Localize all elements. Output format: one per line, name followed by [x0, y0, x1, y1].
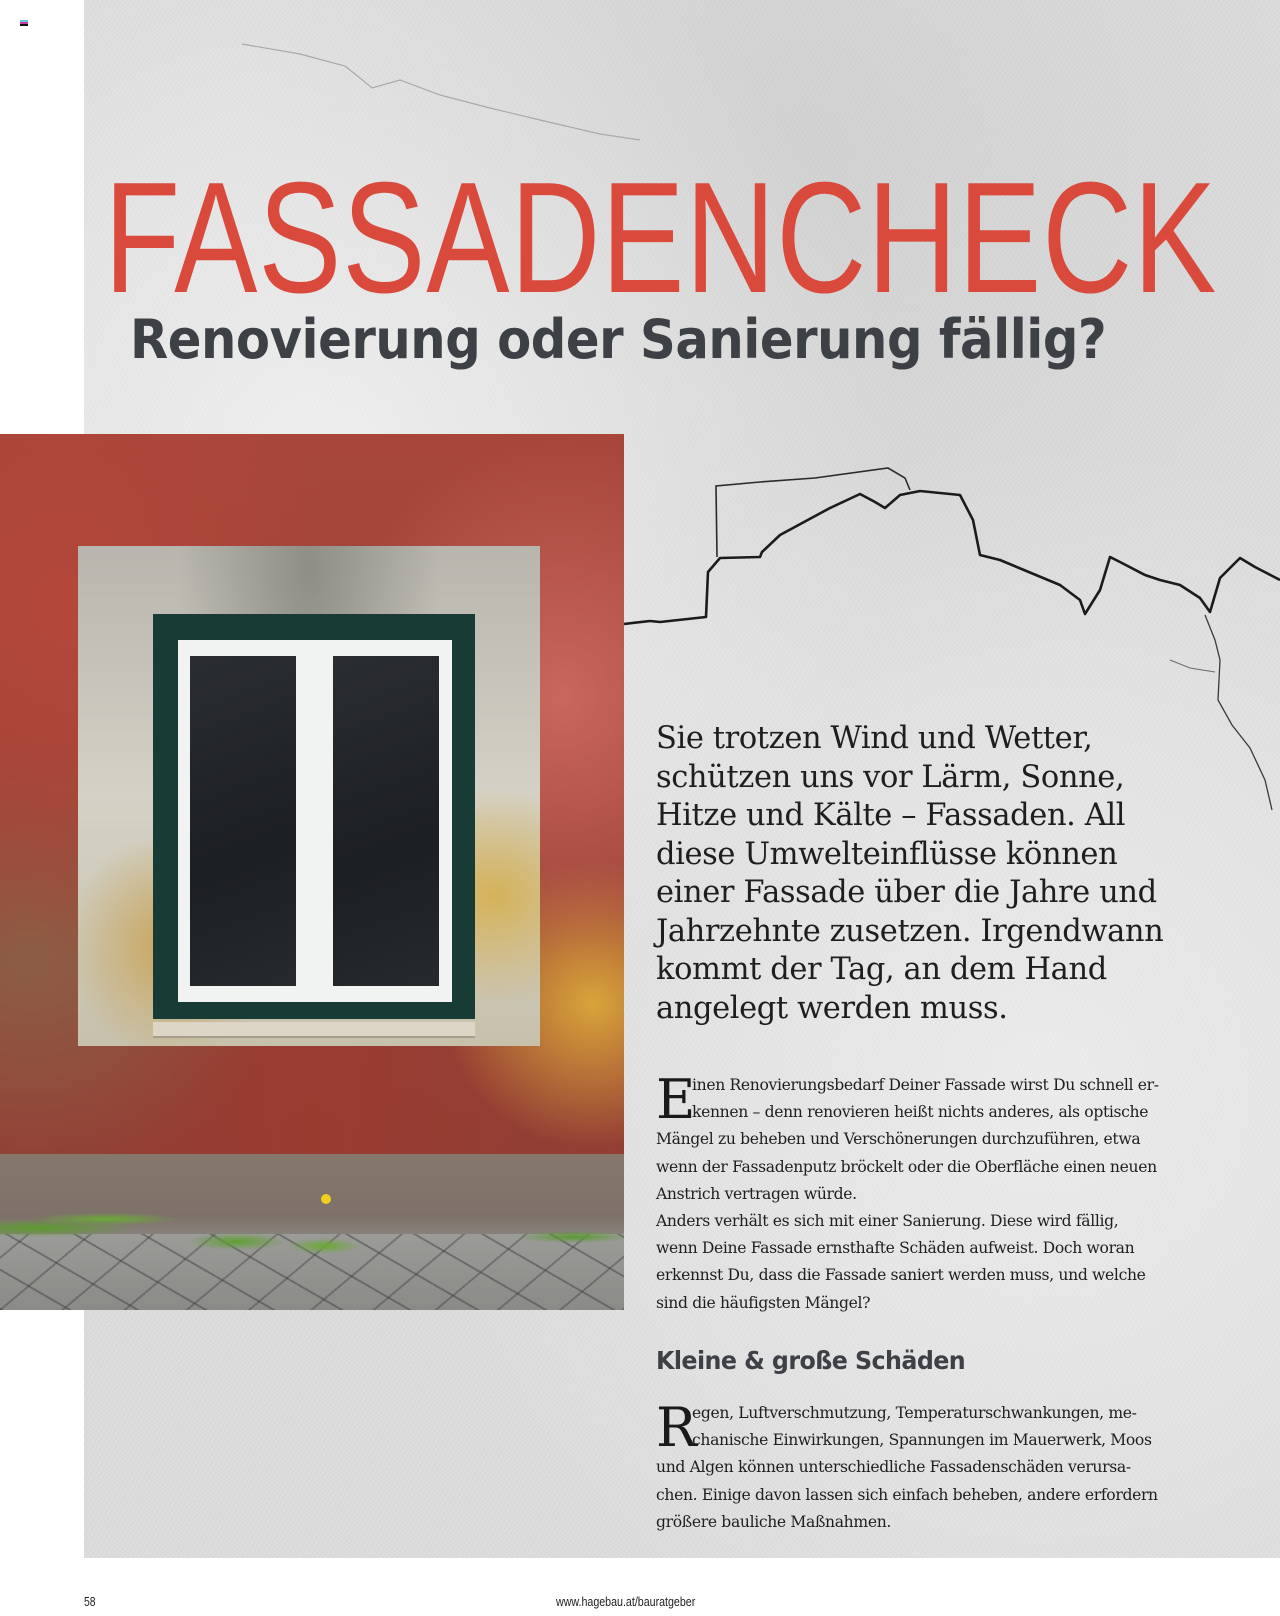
dropcap: E — [656, 1068, 696, 1131]
weeds — [0, 1174, 624, 1264]
page-subtitle: Renovierung oder Sanierung fällig? — [130, 308, 1107, 371]
body-line: kennen – denn renovieren heißt nichts anderes, als optische — [692, 1103, 1149, 1122]
page-number: 58 — [84, 1594, 96, 1609]
print-color-mark — [20, 20, 28, 26]
body-line: chanische Einwirkungen, Spannungen im Mauerwerk, Moos — [692, 1431, 1152, 1450]
lead-line: einer Fassade über die Jahre und — [656, 875, 1157, 910]
body-line: Anstrich vertragen würde. — [656, 1184, 857, 1203]
body-line: sind die häufigsten Mängel? — [656, 1293, 871, 1312]
body-line: erkennst Du, dass die Fassade saniert werden muss, und welche — [656, 1266, 1146, 1285]
lead-line: diese Umwelteinflüsse können — [656, 836, 1118, 872]
lead-line: Jahrzehnte zusetzen. Irgendwann — [656, 913, 1164, 949]
window-pane-left — [190, 656, 296, 986]
body-line: wenn Deine Fassade ernsthafte Schäden aufweist. Doch woran — [656, 1239, 1135, 1258]
page-title: FASSADENCHECK — [104, 150, 1218, 326]
lead-line: Hitze und Kälte – Fassaden. All — [656, 798, 1126, 833]
body-line: größere bauliche Maßnahmen. — [656, 1512, 891, 1531]
flower-icon — [321, 1194, 331, 1204]
body-paragraph-sanierung — [656, 1208, 1196, 1317]
lead-line: kommt der Tag, an dem Hand — [656, 952, 1107, 987]
body-line: und Algen können unterschiedliche Fassadenschäden verursa- — [656, 1458, 1131, 1477]
lead-line: angelegt werden muss. — [656, 990, 1008, 1026]
body-line: chen. Einige davon lassen sich einfach beheben, andere erfordern — [656, 1485, 1158, 1504]
section-heading: Kleine & große Schäden — [656, 1346, 966, 1375]
lead-line: schützen uns vor Lärm, Sonne, — [656, 759, 1125, 795]
body-line: inen Renovierungsbedarf Deiner Fassade wirst Du schnell er- — [692, 1076, 1159, 1094]
body-line: Mängel zu beheben und Verschönerungen durchzuführen, etwa — [656, 1130, 1141, 1149]
footer-url-link[interactable]: www.hagebau.at/bauratgeber — [556, 1594, 696, 1609]
window-pane-right — [333, 656, 439, 986]
window-sill — [153, 1022, 475, 1038]
dropcap: R — [656, 1396, 697, 1459]
lead-line: Sie trotzen Wind und Wetter, — [656, 721, 1093, 756]
body-paragraph-renovierung — [656, 1068, 1196, 1208]
body-line: egen, Luftverschmutzung, Temperaturschwankungen, me- — [692, 1404, 1137, 1422]
body-line: Anders verhält es sich mit einer Sanierung. Diese wird fällig, — [656, 1212, 1119, 1230]
lead-paragraph — [656, 720, 1216, 1028]
body-paragraph-schaeden — [656, 1396, 1196, 1536]
body-line: wenn der Fassadenputz bröckelt oder die Oberfläche einen neuen — [656, 1157, 1157, 1176]
facade-photo — [0, 434, 624, 1310]
